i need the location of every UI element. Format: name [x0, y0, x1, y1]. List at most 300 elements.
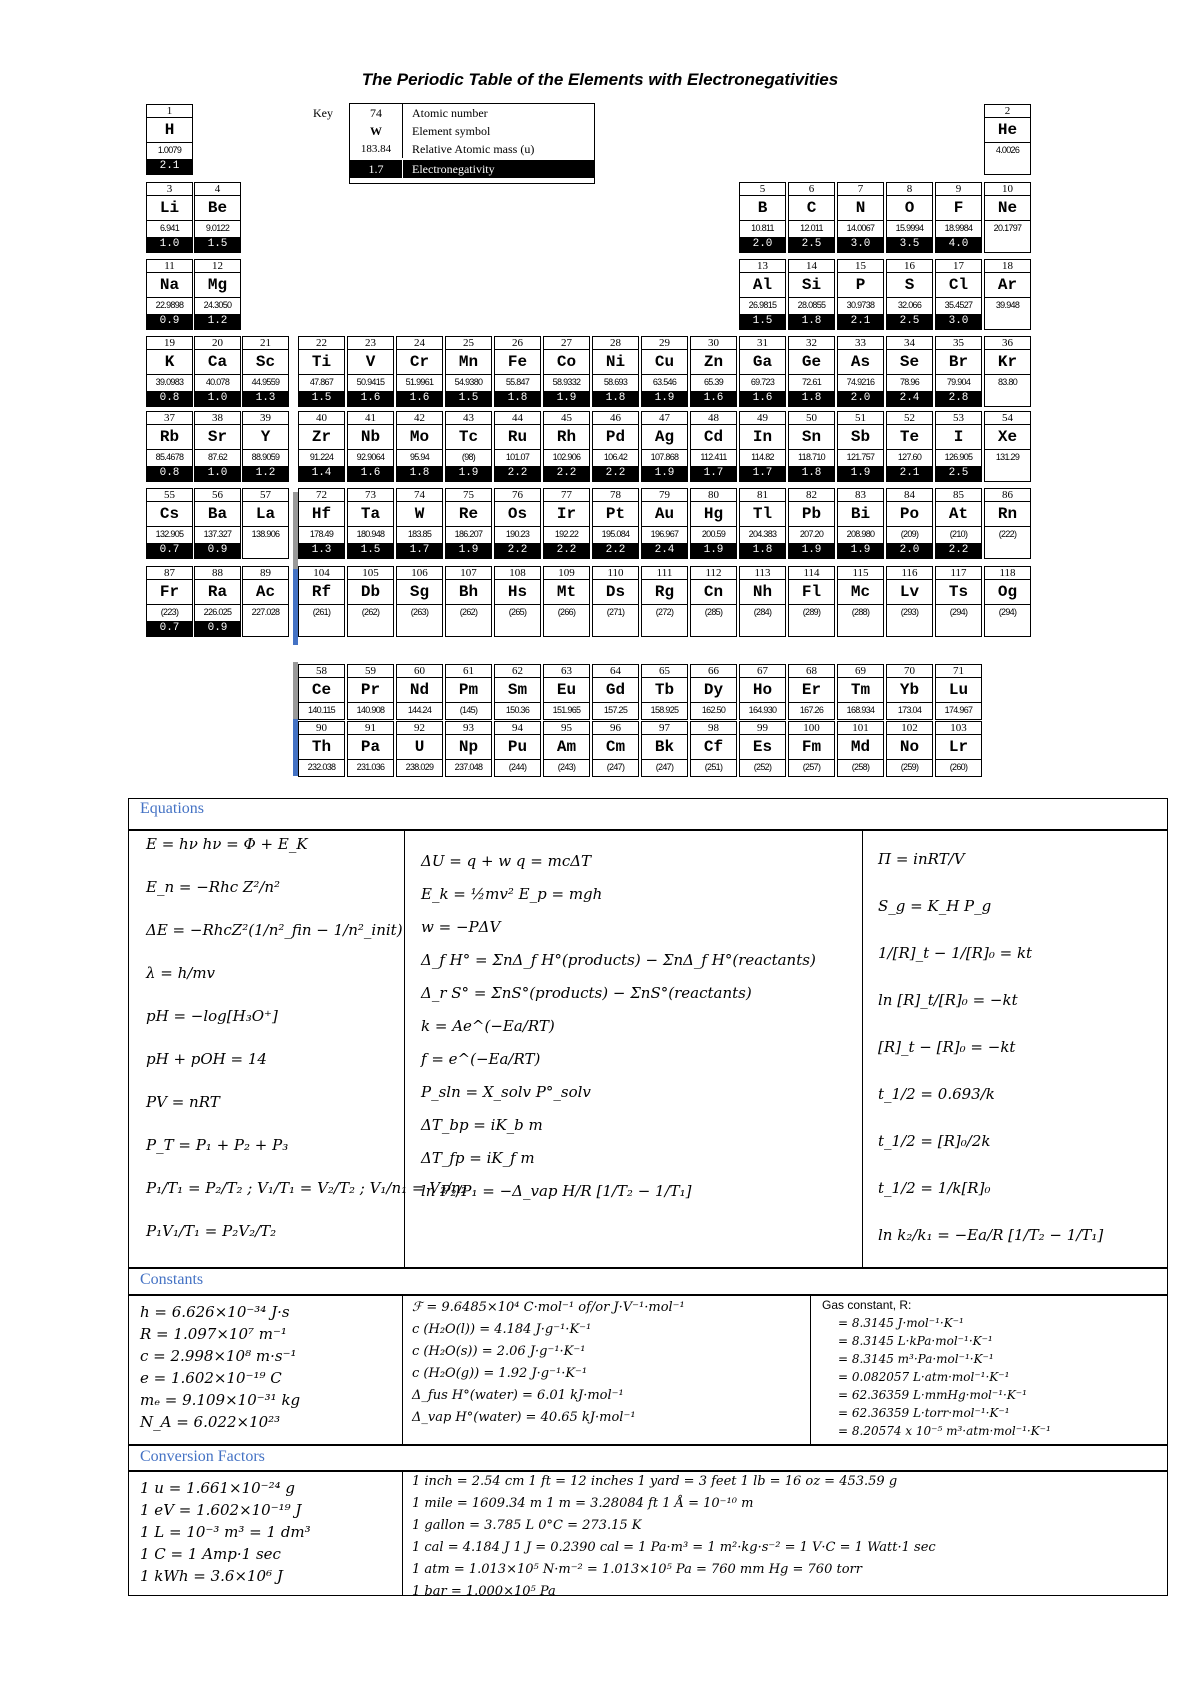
atomic-mass: 180.948	[348, 526, 393, 543]
atomic-mass: 10.811	[740, 220, 785, 237]
element-cell-la	[242, 488, 289, 559]
element-symbol: Pr	[360, 681, 381, 699]
atomic-number: 66	[691, 665, 736, 678]
formula-line: c (H₂O(s)) = 2.06 J·g⁻¹·K⁻¹	[412, 1344, 586, 1359]
element-cell-tl	[739, 488, 786, 559]
element-symbol: Hg	[703, 505, 724, 523]
electronegativity: 3.5	[887, 237, 932, 252]
element-symbol: Fl	[801, 583, 822, 601]
element-cell-tb	[641, 664, 688, 720]
element-symbol: Ta	[360, 505, 381, 523]
element-symbol: Eu	[556, 681, 577, 699]
element-cell-fm	[788, 721, 835, 777]
atomic-number: 108	[495, 567, 540, 580]
element-cell-cu	[641, 336, 688, 407]
atomic-mass: 102.906	[544, 449, 589, 466]
electronegativity: 1.3	[299, 543, 344, 558]
formula-line: P₁V₁/T₁ = P₂V₂/T₂	[146, 1222, 277, 1240]
element-cell-fr	[146, 566, 193, 637]
formula-line: Δ_f H° = ΣnΔ_f H°(products) − ΣnΔ_f H°(reactants)	[421, 951, 816, 969]
atomic-mass: (265)	[495, 604, 540, 621]
element-symbol: Co	[556, 353, 577, 371]
element-cell-nd	[396, 664, 443, 720]
element-symbol: Rg	[654, 583, 675, 601]
atomic-mass: 192.22	[544, 526, 589, 543]
electronegativity: 1.8	[789, 466, 834, 481]
element-cell-ca	[194, 336, 241, 407]
atomic-number: 60	[397, 665, 442, 678]
element-symbol: Ni	[605, 353, 626, 371]
atomic-number: 34	[887, 337, 932, 350]
atomic-number: 90	[299, 722, 344, 735]
electronegativity: 0.7	[147, 621, 192, 636]
atomic-number: 77	[544, 489, 589, 502]
element-cell-rh	[543, 411, 590, 482]
element-cell-hg	[690, 488, 737, 559]
atomic-number: 56	[195, 489, 240, 502]
atomic-mass: (263)	[397, 604, 442, 621]
element-symbol: Al	[752, 276, 773, 294]
element-symbol: Kr	[997, 353, 1018, 371]
electronegativity: 1.9	[789, 543, 834, 558]
atomic-mass: 237.048	[446, 759, 491, 776]
atomic-mass: 51.9961	[397, 374, 442, 391]
formula-line: = 8.3145 J·mol⁻¹·K⁻¹	[838, 1316, 964, 1330]
actinide-marker	[293, 569, 298, 645]
atomic-mass: 4.0026	[985, 142, 1030, 159]
key-row-en	[350, 160, 594, 178]
element-cell-li	[146, 182, 193, 253]
element-symbol: Re	[458, 505, 479, 523]
element-symbol: Fe	[507, 353, 528, 371]
electronegativity	[691, 621, 736, 636]
atomic-number: 39	[243, 412, 288, 425]
element-symbol: Db	[360, 583, 381, 601]
atomic-mass: 18.9984	[936, 220, 981, 237]
element-symbol: In	[752, 428, 773, 446]
key-mass: 183.84	[350, 140, 403, 158]
electronegativity: 1.8	[397, 466, 442, 481]
formula-line: ln k₂/k₁ = −Ea/R [1/T₂ − 1/T₁]	[878, 1226, 1104, 1244]
electronegativity: 1.9	[446, 466, 491, 481]
element-cell-cm	[592, 721, 639, 777]
formula-line: = 62.36359 L·torr·mol⁻¹·K⁻¹	[838, 1406, 1010, 1420]
element-symbol: Sb	[850, 428, 871, 446]
element-cell-bk	[641, 721, 688, 777]
atomic-mass: 107.868	[642, 449, 687, 466]
atomic-number: 20	[195, 337, 240, 350]
atomic-mass: 158.925	[642, 702, 687, 719]
atomic-number: 115	[838, 567, 883, 580]
atomic-number: 7	[838, 183, 883, 196]
atomic-mass: 126.905	[936, 449, 981, 466]
element-cell-cl	[935, 259, 982, 330]
element-symbol: Og	[997, 583, 1018, 601]
element-symbol: Sg	[409, 583, 430, 601]
electronegativity: 1.8	[789, 314, 834, 329]
electronegativity: 2.5	[936, 466, 981, 481]
element-cell-rf	[298, 566, 345, 637]
atomic-mass: 204.383	[740, 526, 785, 543]
constants-divider-2	[810, 1296, 811, 1444]
element-cell-mt	[543, 566, 590, 637]
element-symbol: Pt	[605, 505, 626, 523]
formula-line: 1 u = 1.661×10⁻²⁴ g	[140, 1479, 295, 1497]
element-symbol: Po	[899, 505, 920, 523]
element-cell-fl	[788, 566, 835, 637]
electronegativity: 1.9	[642, 391, 687, 406]
atomic-mass: 226.025	[195, 604, 240, 621]
element-symbol: S	[904, 276, 915, 294]
element-symbol: F	[953, 199, 964, 217]
atomic-number: 118	[985, 567, 1030, 580]
electronegativity	[348, 621, 393, 636]
electronegativity	[299, 621, 344, 636]
element-symbol: Rb	[159, 428, 180, 446]
element-symbol: Gd	[605, 681, 626, 699]
atomic-number: 46	[593, 412, 638, 425]
atomic-number: 4	[195, 183, 240, 196]
formula-line: 1 kWh = 3.6×10⁶ J	[140, 1567, 283, 1585]
element-symbol: Ra	[207, 583, 228, 601]
element-cell-sm	[494, 664, 541, 720]
atomic-mass: 208.980	[838, 526, 883, 543]
atomic-number: 79	[642, 489, 687, 502]
element-symbol: Er	[801, 681, 822, 699]
atomic-mass: 30.9738	[838, 297, 883, 314]
atomic-number: 81	[740, 489, 785, 502]
formula-line: P₁/T₁ = P₂/T₂ ; V₁/T₁ = V₂/T₂ ; V₁/n₁ = V₂/n₂	[146, 1179, 467, 1197]
element-cell-xe	[984, 411, 1031, 482]
element-symbol: Se	[899, 353, 920, 371]
electronegativity: 1.9	[446, 543, 491, 558]
electronegativity: 1.8	[740, 543, 785, 558]
atomic-number: 72	[299, 489, 344, 502]
atomic-number: 107	[446, 567, 491, 580]
atomic-number: 53	[936, 412, 981, 425]
atomic-number: 16	[887, 260, 932, 273]
atomic-number: 15	[838, 260, 883, 273]
element-symbol: Nb	[360, 428, 381, 446]
element-symbol: Sm	[507, 681, 528, 699]
element-symbol: Cr	[409, 353, 430, 371]
formula-line: c (H₂O(g)) = 1.92 J·g⁻¹·K⁻¹	[412, 1366, 588, 1381]
element-symbol: At	[948, 505, 969, 523]
electronegativity: 4.0	[936, 237, 981, 252]
element-symbol: Cn	[703, 583, 724, 601]
key-row-mass	[350, 140, 594, 158]
atomic-number: 74	[397, 489, 442, 502]
formula-line: f = e^(−Ea/RT)	[421, 1050, 541, 1068]
atomic-number: 102	[887, 722, 932, 735]
lanthanide-row-marker	[293, 662, 298, 719]
atomic-mass: 85.4678	[147, 449, 192, 466]
electronegativity	[544, 621, 589, 636]
atomic-mass: (262)	[446, 604, 491, 621]
element-symbol: Hf	[311, 505, 332, 523]
formula-line: k = Ae^(−Ea/RT)	[421, 1017, 555, 1035]
electronegativity	[593, 621, 638, 636]
element-symbol: Ti	[311, 353, 332, 371]
electronegativity: 2.2	[495, 466, 540, 481]
formula-line: t_1/2 = 0.693/k	[878, 1085, 995, 1103]
formula-line: pH = −log[H₃O⁺]	[146, 1007, 278, 1025]
element-symbol: Mn	[458, 353, 479, 371]
element-cell-s	[886, 259, 933, 330]
formula-line: P_sln = X_solv P°_solv	[421, 1083, 591, 1101]
atomic-number: 40	[299, 412, 344, 425]
atomic-number: 105	[348, 567, 393, 580]
atomic-mass: (285)	[691, 604, 736, 621]
element-cell-sb	[837, 411, 884, 482]
element-symbol: U	[414, 738, 425, 756]
formula-line: 1 gallon = 3.785 L 0°C = 273.15 K	[412, 1518, 642, 1533]
element-symbol: Rh	[556, 428, 577, 446]
atomic-mass: (257)	[789, 759, 834, 776]
atomic-number: 13	[740, 260, 785, 273]
atomic-number: 22	[299, 337, 344, 350]
electronegativity: 1.5	[195, 237, 240, 252]
atomic-mass: 164.930	[740, 702, 785, 719]
formula-line: mₑ = 9.109×10⁻³¹ kg	[140, 1391, 301, 1409]
formula-line: ΔT_fp = iK_f m	[421, 1149, 535, 1167]
element-cell-no	[886, 721, 933, 777]
atomic-mass: 174.967	[936, 702, 981, 719]
element-symbol: Es	[752, 738, 773, 756]
element-cell-ga	[739, 336, 786, 407]
atomic-number: 45	[544, 412, 589, 425]
atomic-number: 43	[446, 412, 491, 425]
electronegativity: 1.5	[348, 543, 393, 558]
element-cell-os	[494, 488, 541, 559]
formula-line: h = 6.626×10⁻³⁴ J·s	[140, 1303, 290, 1321]
element-cell-mg	[194, 259, 241, 330]
electronegativity: 1.6	[397, 391, 442, 406]
atomic-number: 71	[936, 665, 981, 678]
formula-line: E_k = ½mv² E_p = mgh	[421, 885, 603, 903]
atomic-mass: 22.9898	[147, 297, 192, 314]
element-cell-ti	[298, 336, 345, 407]
constants-header-box	[128, 1268, 1168, 1295]
element-symbol: Os	[507, 505, 528, 523]
formula-line: t_1/2 = 1/k[R]₀	[878, 1179, 991, 1197]
atomic-number: 27	[544, 337, 589, 350]
atomic-mass: 54.9380	[446, 374, 491, 391]
element-symbol: Lu	[948, 681, 969, 699]
electronegativity: 2.1	[887, 466, 932, 481]
atomic-mass: 14.0067	[838, 220, 883, 237]
element-symbol: N	[855, 199, 866, 217]
element-symbol: Ne	[997, 199, 1018, 217]
electronegativity: 1.0	[195, 466, 240, 481]
element-symbol: Zr	[311, 428, 332, 446]
atomic-mass: 101.07	[495, 449, 540, 466]
atomic-number: 86	[985, 489, 1030, 502]
atomic-number: 9	[936, 183, 981, 196]
atomic-mass: 140.115	[299, 702, 344, 719]
element-cell-sg	[396, 566, 443, 637]
element-cell-ar	[984, 259, 1031, 330]
atomic-number: 65	[642, 665, 687, 678]
atomic-number: 80	[691, 489, 736, 502]
electronegativity: 2.4	[642, 543, 687, 558]
element-symbol: Na	[159, 276, 180, 294]
formula-line: S_g = K_H P_g	[878, 897, 992, 915]
atomic-mass: 12.011	[789, 220, 834, 237]
element-cell-ag	[641, 411, 688, 482]
atomic-mass: 121.757	[838, 449, 883, 466]
element-cell-br	[935, 336, 982, 407]
formula-line: 1 mile = 1609.34 m 1 m = 3.28084 ft 1 Å = 10⁻¹⁰ m	[412, 1496, 754, 1511]
formula-line: 1 inch = 2.54 cm 1 ft = 12 inches 1 yard = 3 feet 1 lb = 16 oz = 453.59 g	[412, 1474, 898, 1489]
element-symbol: Ge	[801, 353, 822, 371]
element-cell-lv	[886, 566, 933, 637]
atomic-mass: 183.85	[397, 526, 442, 543]
atomic-number: 50	[789, 412, 834, 425]
formula-line: λ = h/mv	[146, 964, 216, 982]
element-symbol: P	[855, 276, 866, 294]
atomic-number: 19	[147, 337, 192, 350]
atomic-number: 110	[593, 567, 638, 580]
atomic-number: 97	[642, 722, 687, 735]
atomic-number: 89	[243, 567, 288, 580]
atomic-mass: 106.42	[593, 449, 638, 466]
conversions-title: Conversion Factors	[140, 1448, 265, 1465]
atomic-number: 68	[789, 665, 834, 678]
element-cell-cd	[690, 411, 737, 482]
atomic-mass: 79.904	[936, 374, 981, 391]
atomic-number: 51	[838, 412, 883, 425]
electronegativity: 1.6	[740, 391, 785, 406]
element-cell-ba	[194, 488, 241, 559]
formula-line: Δ_vap H°(water) = 40.65 kJ·mol⁻¹	[412, 1410, 636, 1425]
element-symbol: Ag	[654, 428, 675, 446]
element-symbol: Si	[801, 276, 822, 294]
electronegativity: 2.2	[544, 543, 589, 558]
atomic-number: 1	[147, 105, 192, 118]
element-symbol: Am	[556, 738, 577, 756]
atomic-mass: 200.59	[691, 526, 736, 543]
element-cell-in	[739, 411, 786, 482]
atomic-mass: 151.965	[544, 702, 589, 719]
atomic-mass: 157.25	[593, 702, 638, 719]
atomic-mass: (272)	[642, 604, 687, 621]
atomic-mass: 20.1797	[985, 220, 1030, 237]
atomic-mass: 9.0122	[195, 220, 240, 237]
atomic-number: 42	[397, 412, 442, 425]
atomic-mass: 83.80	[985, 374, 1030, 391]
atomic-mass: (145)	[446, 702, 491, 719]
formula-line: = 8.20574 x 10⁻⁵ m³·atm·mol⁻¹·K⁻¹	[838, 1424, 1051, 1438]
element-symbol: Y	[260, 428, 271, 446]
atomic-mass: 178.49	[299, 526, 344, 543]
element-cell-c	[788, 182, 835, 253]
element-cell-he	[984, 104, 1031, 175]
electronegativity: 2.5	[887, 314, 932, 329]
equations-divider-2	[862, 831, 863, 1267]
atomic-number: 96	[593, 722, 638, 735]
electronegativity: 2.4	[887, 391, 932, 406]
element-cell-h	[146, 104, 193, 175]
formula-line: = 0.082057 L·atm·mol⁻¹·K⁻¹	[838, 1370, 1010, 1384]
electronegativity: 3.0	[838, 237, 883, 252]
element-cell-md	[837, 721, 884, 777]
formula-line: Π = inRT/V	[878, 850, 965, 868]
atomic-number: 78	[593, 489, 638, 502]
element-cell-si	[788, 259, 835, 330]
element-symbol: Pb	[801, 505, 822, 523]
atomic-mass: 232.038	[299, 759, 344, 776]
element-cell-rn	[984, 488, 1031, 559]
equations-divider-1	[404, 831, 405, 1267]
atomic-mass: (259)	[887, 759, 932, 776]
atomic-mass: (260)	[936, 759, 981, 776]
atomic-number: 75	[446, 489, 491, 502]
element-symbol: Ca	[207, 353, 228, 371]
element-cell-eu	[543, 664, 590, 720]
element-cell-cs	[146, 488, 193, 559]
key-legend	[349, 103, 595, 184]
formula-line: ΔU = q + w q = mcΔT	[421, 852, 592, 870]
element-symbol: Ba	[207, 505, 228, 523]
formula-line: P_T = P₁ + P₂ + P₃	[146, 1136, 289, 1154]
atomic-number: 41	[348, 412, 393, 425]
electronegativity: 2.2	[593, 543, 638, 558]
atomic-number: 106	[397, 567, 442, 580]
element-cell-sc	[242, 336, 289, 407]
atomic-mass: 47.867	[299, 374, 344, 391]
electronegativity: 2.0	[887, 543, 932, 558]
electronegativity	[936, 621, 981, 636]
atomic-mass: (261)	[299, 604, 344, 621]
element-cell-cf	[690, 721, 737, 777]
atomic-mass: 69.723	[740, 374, 785, 391]
conversions-header-box	[128, 1445, 1168, 1471]
atomic-mass: (294)	[936, 604, 981, 621]
element-symbol: Nh	[752, 583, 773, 601]
formula-line: ln P₂/P₁ = −Δ_vap H/R [1/T₂ − 1/T₁]	[421, 1182, 692, 1200]
atomic-mass: 162.50	[691, 702, 736, 719]
atomic-mass: 44.9559	[243, 374, 288, 391]
atomic-number: 47	[642, 412, 687, 425]
element-cell-f	[935, 182, 982, 253]
element-cell-at	[935, 488, 982, 559]
atomic-number: 111	[642, 567, 687, 580]
element-cell-cr	[396, 336, 443, 407]
electronegativity: 1.7	[740, 466, 785, 481]
key-symbol: W	[350, 122, 403, 140]
atomic-mass: 190.23	[495, 526, 540, 543]
element-symbol: Tb	[654, 681, 675, 699]
atomic-mass: 72.61	[789, 374, 834, 391]
electronegativity: 2.2	[936, 543, 981, 558]
atomic-mass: 92.9064	[348, 449, 393, 466]
formula-line: c = 2.998×10⁸ m·s⁻¹	[140, 1347, 297, 1365]
atomic-number: 114	[789, 567, 834, 580]
element-cell-rb	[146, 411, 193, 482]
element-cell-ta	[347, 488, 394, 559]
element-symbol: Rn	[997, 505, 1018, 523]
element-cell-pm	[445, 664, 492, 720]
electronegativity: 1.8	[495, 391, 540, 406]
equations-header-box	[128, 798, 1168, 830]
atomic-mass: (262)	[348, 604, 393, 621]
element-symbol: Cm	[605, 738, 626, 756]
element-symbol: Ac	[255, 583, 276, 601]
atomic-number: 23	[348, 337, 393, 350]
atomic-number: 36	[985, 337, 1030, 350]
atomic-mass: (222)	[985, 526, 1030, 543]
